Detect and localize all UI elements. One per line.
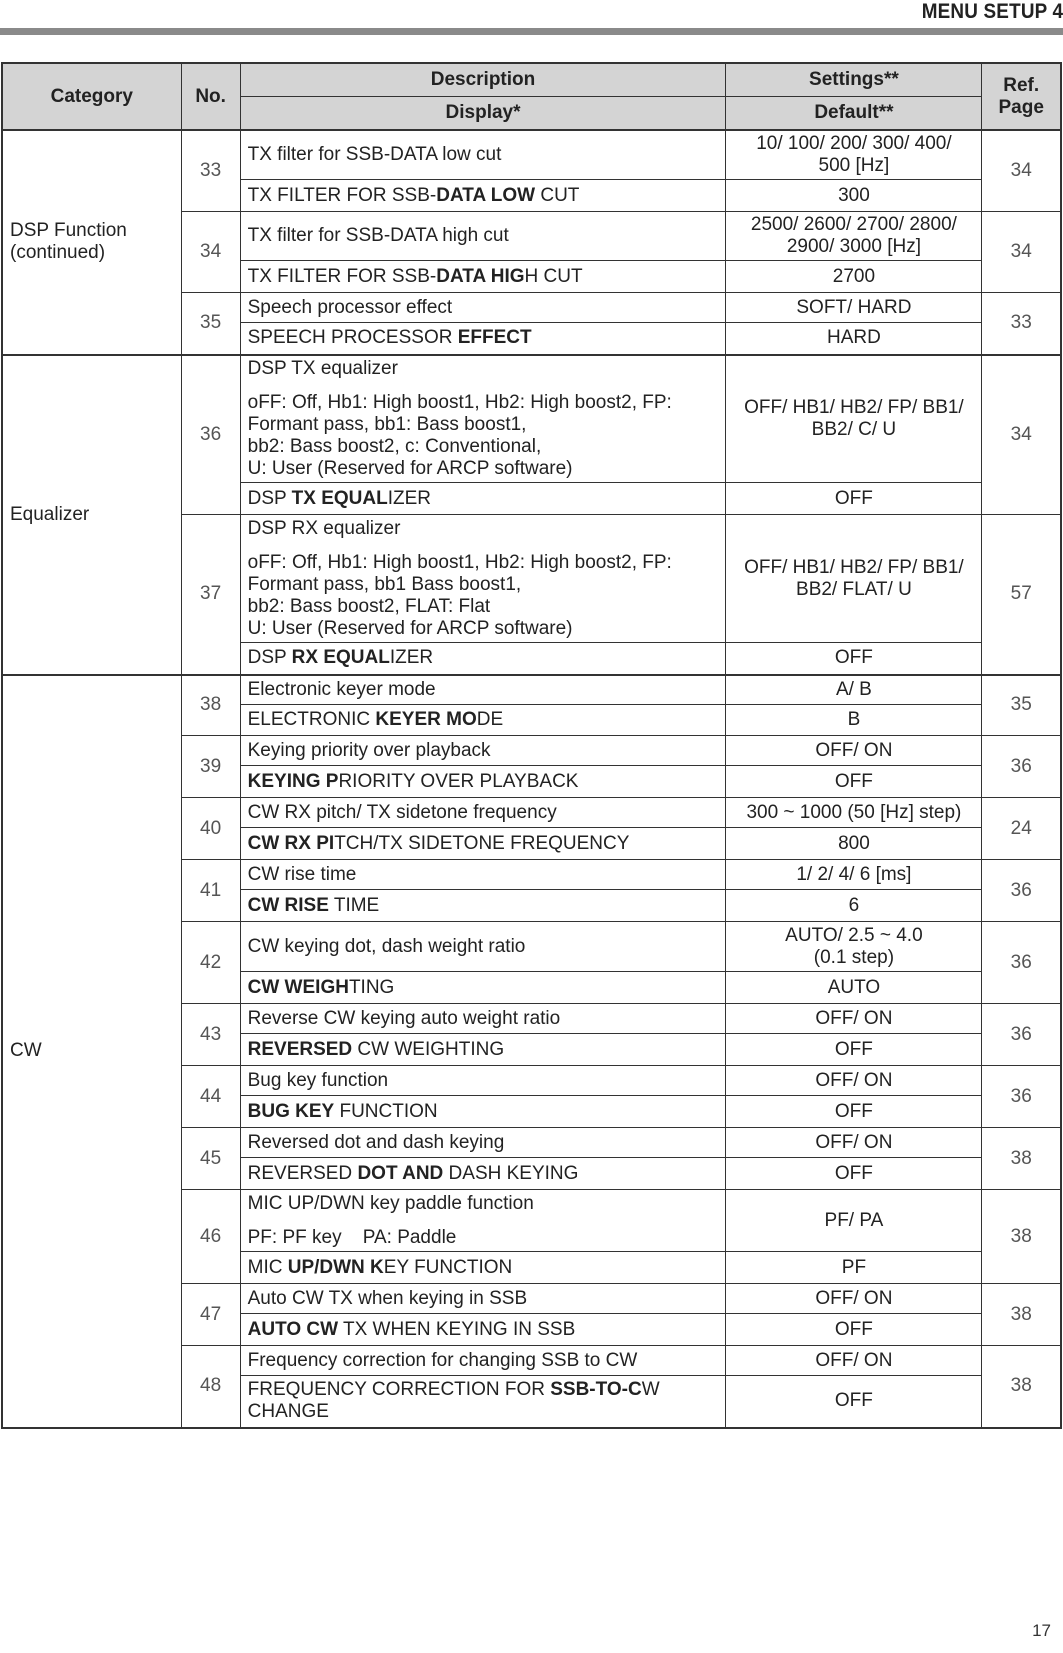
item-number: 48 [181, 1346, 240, 1428]
settings-cell [726, 1066, 982, 1096]
settings-text: A/ B [835, 678, 872, 700]
ref-page: 36 [982, 1066, 1061, 1128]
default-value: OFF [726, 483, 982, 515]
ref-page: 38 [982, 1284, 1061, 1346]
settings-cell [726, 922, 982, 972]
description-text: Auto CW TX when keying in SSB [247, 1287, 528, 1309]
display-text: DSP [247, 487, 292, 509]
settings-cell [726, 1128, 982, 1158]
display-abbrev: DATA HIG [436, 265, 525, 287]
description-text: Frequency correction for changing SSB to CW [247, 1349, 638, 1371]
display-text-rest: TCH/TX SIDETONE FREQUENCY [334, 832, 630, 854]
display-name-cell [240, 483, 726, 515]
description-cell [240, 860, 726, 890]
ref-page: 36 [982, 922, 1061, 1004]
settings-cell [726, 212, 982, 261]
display-abbrev: EFFECT [457, 327, 532, 349]
settings-text: OFF/ HB1/ HB2/ FP/ BB1/ [744, 396, 964, 418]
display-text: TX FILTER FOR SSB- [247, 184, 437, 206]
settings-cell [726, 675, 982, 705]
description-text: Bug key function [247, 1069, 389, 1091]
display-name-cell [240, 828, 726, 860]
default-value: OFF [726, 1158, 982, 1190]
display-abbrev: REVERSED [247, 1038, 353, 1060]
item-number: 33 [181, 130, 240, 212]
display-text: DSP [247, 647, 292, 669]
settings-text: OFF/ ON [815, 1287, 893, 1309]
settings-cell [726, 1284, 982, 1314]
table-row [2, 675, 1061, 705]
description-detail [248, 392, 719, 480]
description-text: Reversed dot and dash keying [247, 1131, 505, 1153]
item-number: 39 [181, 736, 240, 798]
description-text: TX filter for SSB-DATA low cut [247, 144, 502, 165]
description-detail-line: PF: PF key PA: Paddle [247, 1226, 457, 1248]
display-name-cell [240, 180, 726, 212]
settings-text: OFF/ ON [815, 1349, 893, 1371]
display-text-rest: CW WEIGHTING [352, 1038, 505, 1060]
settings-text: 300 ~ 1000 (50 [Hz] step) [746, 801, 962, 823]
category-cell [2, 675, 181, 1428]
default-value: OFF [726, 1096, 982, 1128]
default-value: 2700 [726, 261, 982, 293]
category-label: Equalizer [10, 503, 90, 525]
description-cell [240, 212, 726, 261]
display-text-rest: RIORITY OVER PLAYBACK [338, 770, 579, 792]
description-cell [240, 922, 726, 972]
display-text: FREQUENCY CORRECTION FOR [247, 1379, 551, 1401]
display-abbrev: DATA LOW [436, 184, 536, 206]
display-text: REVERSED [247, 1162, 358, 1184]
display-name-cell [240, 323, 726, 355]
description-detail-line: bb2: Bass boost2, FLAT: Flat [247, 595, 491, 617]
display-text: ELECTRONIC [247, 709, 376, 730]
display-text: TX FILTER FOR SSB- [247, 265, 437, 287]
display-abbrev: UP/DWN K [287, 1256, 384, 1278]
display-text: SPEECH PROCESSOR [247, 327, 458, 349]
description-detail [248, 1227, 719, 1249]
settings-text: 2500/ 2600/ 2700/ 2800/ [750, 214, 957, 235]
page-header [0, 0, 1063, 36]
description-cell [240, 130, 726, 180]
settings-text: SOFT/ HARD [796, 296, 912, 318]
default-value: OFF [726, 1376, 982, 1428]
page-number: 17 [1032, 1621, 1051, 1640]
display-abbrev: CW RISE [247, 894, 329, 916]
table-row [2, 355, 1061, 483]
description-cell [240, 1190, 726, 1252]
display-text: MIC [247, 1256, 288, 1278]
description-cell [240, 1004, 726, 1034]
display-text-rest: TX WHEN KEYING IN SSB [338, 1318, 576, 1340]
header-rule [0, 28, 1063, 35]
display-name-cell [240, 705, 726, 736]
default-value: B [726, 705, 982, 736]
description-cell [240, 1284, 726, 1314]
item-number: 40 [181, 798, 240, 860]
description-cell [240, 798, 726, 828]
settings-cell [726, 860, 982, 890]
ref-page: 38 [982, 1346, 1061, 1428]
settings-text: OFF/ ON [815, 1131, 893, 1153]
ref-page: 38 [982, 1128, 1061, 1190]
display-text-rest: DE [476, 709, 504, 730]
settings-text-line2: BB2/ C/ U [811, 418, 897, 440]
item-number: 47 [181, 1284, 240, 1346]
display-name-cell [240, 643, 726, 675]
settings-cell [726, 515, 982, 643]
display-text-rest: DASH KEYING [443, 1162, 579, 1184]
display-abbrev: RX EQUAL [291, 647, 390, 669]
settings-text-line2: (0.1 step) [813, 946, 895, 968]
default-value: OFF [726, 1034, 982, 1066]
description-detail-line: Formant pass, bb1 Bass boost1, [247, 573, 522, 595]
settings-text-line2: BB2/ FLAT/ U [796, 578, 912, 600]
category-label: DSP Function [10, 220, 127, 242]
display-abbrev: CW WEIGH [247, 976, 349, 998]
description-cell [240, 1346, 726, 1376]
header-settings: Settings** [726, 63, 982, 97]
display-abbrev: KEYER MO [375, 709, 477, 730]
item-number: 43 [181, 1004, 240, 1066]
category-cell [2, 130, 181, 355]
display-abbrev: SSB-TO-C [550, 1379, 642, 1401]
display-text-rest: TING [348, 976, 395, 998]
display-text-rest: EY FUNCTION [383, 1256, 513, 1278]
description-text: TX filter for SSB-DATA high cut [247, 225, 509, 246]
default-value: OFF [726, 766, 982, 798]
item-number: 34 [181, 212, 240, 293]
description-cell [240, 515, 726, 643]
display-name-cell [240, 261, 726, 293]
section-title: MENU SETUP 4 [921, 0, 1063, 23]
ref-page: 36 [982, 1004, 1061, 1066]
description-cell [240, 293, 726, 323]
description-text: MIC UP/DWN key paddle function [247, 1192, 534, 1214]
settings-cell [726, 293, 982, 323]
header-default: Default** [726, 97, 982, 131]
description-text: DSP RX equalizer [247, 517, 401, 539]
item-number: 41 [181, 860, 240, 922]
ref-page: 34 [982, 212, 1061, 293]
display-text-rest: TIME [328, 894, 380, 916]
description-detail-line: U: User (Reserved for ARCP software) [247, 617, 573, 639]
header-no: No. [181, 63, 240, 130]
header-ref-line1: Ref. [1003, 74, 1040, 96]
display-name-cell [240, 890, 726, 922]
settings-cell [726, 130, 982, 180]
item-number: 35 [181, 293, 240, 355]
header-ref-page [982, 63, 1061, 130]
menu-table [1, 62, 1062, 1429]
display-name-cell [240, 972, 726, 1004]
display-abbrev: DOT AND [357, 1162, 444, 1184]
display-text-rest: W [641, 1379, 660, 1401]
item-number: 37 [181, 515, 240, 675]
settings-text: PF/ PA [824, 1209, 884, 1231]
display-name-cell [240, 1034, 726, 1066]
ref-page: 24 [982, 798, 1061, 860]
display-name-cell [240, 1314, 726, 1346]
description-cell [240, 1066, 726, 1096]
description-detail-line: Formant pass, bb1: Bass boost1, [247, 413, 527, 435]
item-number: 45 [181, 1128, 240, 1190]
ref-page: 38 [982, 1190, 1061, 1284]
settings-cell [726, 1190, 982, 1252]
default-value: 300 [726, 180, 982, 212]
settings-text-line2: 500 [Hz] [818, 155, 890, 176]
description-cell [240, 355, 726, 483]
ref-page: 34 [982, 355, 1061, 515]
header-category: Category [2, 63, 181, 130]
table-row [2, 130, 1061, 180]
default-value: PF [726, 1252, 982, 1284]
display-name-cell [240, 1096, 726, 1128]
settings-cell [726, 1004, 982, 1034]
description-text: Keying priority over playback [247, 739, 491, 761]
default-value: HARD [726, 323, 982, 355]
settings-text: 10/ 100/ 200/ 300/ 400/ [756, 133, 952, 154]
description-cell [240, 736, 726, 766]
settings-text: OFF/ ON [815, 1069, 893, 1091]
description-text: Speech processor effect [247, 296, 453, 318]
display-abbrev: BUG KEY [247, 1100, 335, 1122]
ref-page: 34 [982, 130, 1061, 212]
description-cell [240, 1128, 726, 1158]
header-display: Display* [240, 97, 726, 131]
category-label: CW [10, 1040, 42, 1061]
description-detail [248, 552, 719, 640]
description-detail-line: bb2: Bass boost2, c: Conventional, [247, 435, 542, 457]
item-number: 38 [181, 675, 240, 736]
item-number: 44 [181, 1066, 240, 1128]
description-detail-line: oFF: Off, Hb1: High boost1, Hb2: High boost2, FP: [247, 551, 672, 573]
settings-cell [726, 736, 982, 766]
item-number: 46 [181, 1190, 240, 1284]
category-cell [2, 355, 181, 675]
settings-text-line2: 2900/ 3000 [Hz] [786, 236, 921, 257]
display-abbrev: KEYING P [247, 770, 339, 792]
description-text: CW keying dot, dash weight ratio [247, 935, 526, 957]
description-detail-line: oFF: Off, Hb1: High boost1, Hb2: High boost2, FP: [247, 391, 672, 413]
display-text-rest: FUNCTION [334, 1100, 438, 1122]
settings-text: 1/ 2/ 4/ 6 [ms] [796, 863, 912, 885]
settings-text: OFF/ ON [815, 1007, 893, 1029]
description-detail-line: U: User (Reserved for ARCP software) [247, 457, 573, 479]
ref-page: 57 [982, 515, 1061, 675]
settings-text: AUTO/ 2.5 ~ 4.0 [785, 924, 923, 946]
display-text-rest: IZER [389, 647, 434, 669]
display-abbrev: AUTO CW [247, 1318, 339, 1340]
default-value: 800 [726, 828, 982, 860]
display-text-rest: H CUT [524, 265, 583, 287]
display-text-rest: IZER [387, 487, 431, 509]
display-name-cell [240, 766, 726, 798]
settings-cell [726, 798, 982, 828]
settings-text: OFF/ HB1/ HB2/ FP/ BB1/ [744, 556, 964, 578]
category-label-continued: (continued) [10, 242, 106, 264]
header-description: Description [240, 63, 726, 97]
ref-page: 35 [982, 675, 1061, 736]
item-number: 42 [181, 922, 240, 1004]
display-name-cell [240, 1158, 726, 1190]
description-text: DSP TX equalizer [247, 357, 398, 379]
display-abbrev: CW RX PI [247, 832, 335, 854]
display-text-rest: CUT [535, 184, 580, 206]
description-text: CW RX pitch/ TX sidetone frequency [247, 801, 557, 823]
default-value: OFF [726, 1314, 982, 1346]
default-value: OFF [726, 643, 982, 675]
display-name-cell [240, 1376, 726, 1428]
display-abbrev: TX EQUAL [291, 487, 388, 509]
header-ref-line2: Page [998, 96, 1044, 118]
display-text-line2: CHANGE [247, 1401, 329, 1423]
ref-page: 36 [982, 860, 1061, 922]
description-text: Reverse CW keying auto weight ratio [247, 1007, 561, 1029]
ref-page: 33 [982, 293, 1061, 355]
settings-text: OFF/ ON [815, 739, 893, 761]
description-text: Electronic keyer mode [247, 678, 436, 700]
settings-cell [726, 1346, 982, 1376]
item-number: 36 [181, 355, 240, 515]
ref-page: 36 [982, 736, 1061, 798]
description-cell [240, 675, 726, 705]
display-name-cell [240, 1252, 726, 1284]
default-value: 6 [726, 890, 982, 922]
settings-cell [726, 355, 982, 483]
description-text: CW rise time [247, 863, 357, 885]
default-value: AUTO [726, 972, 982, 1004]
